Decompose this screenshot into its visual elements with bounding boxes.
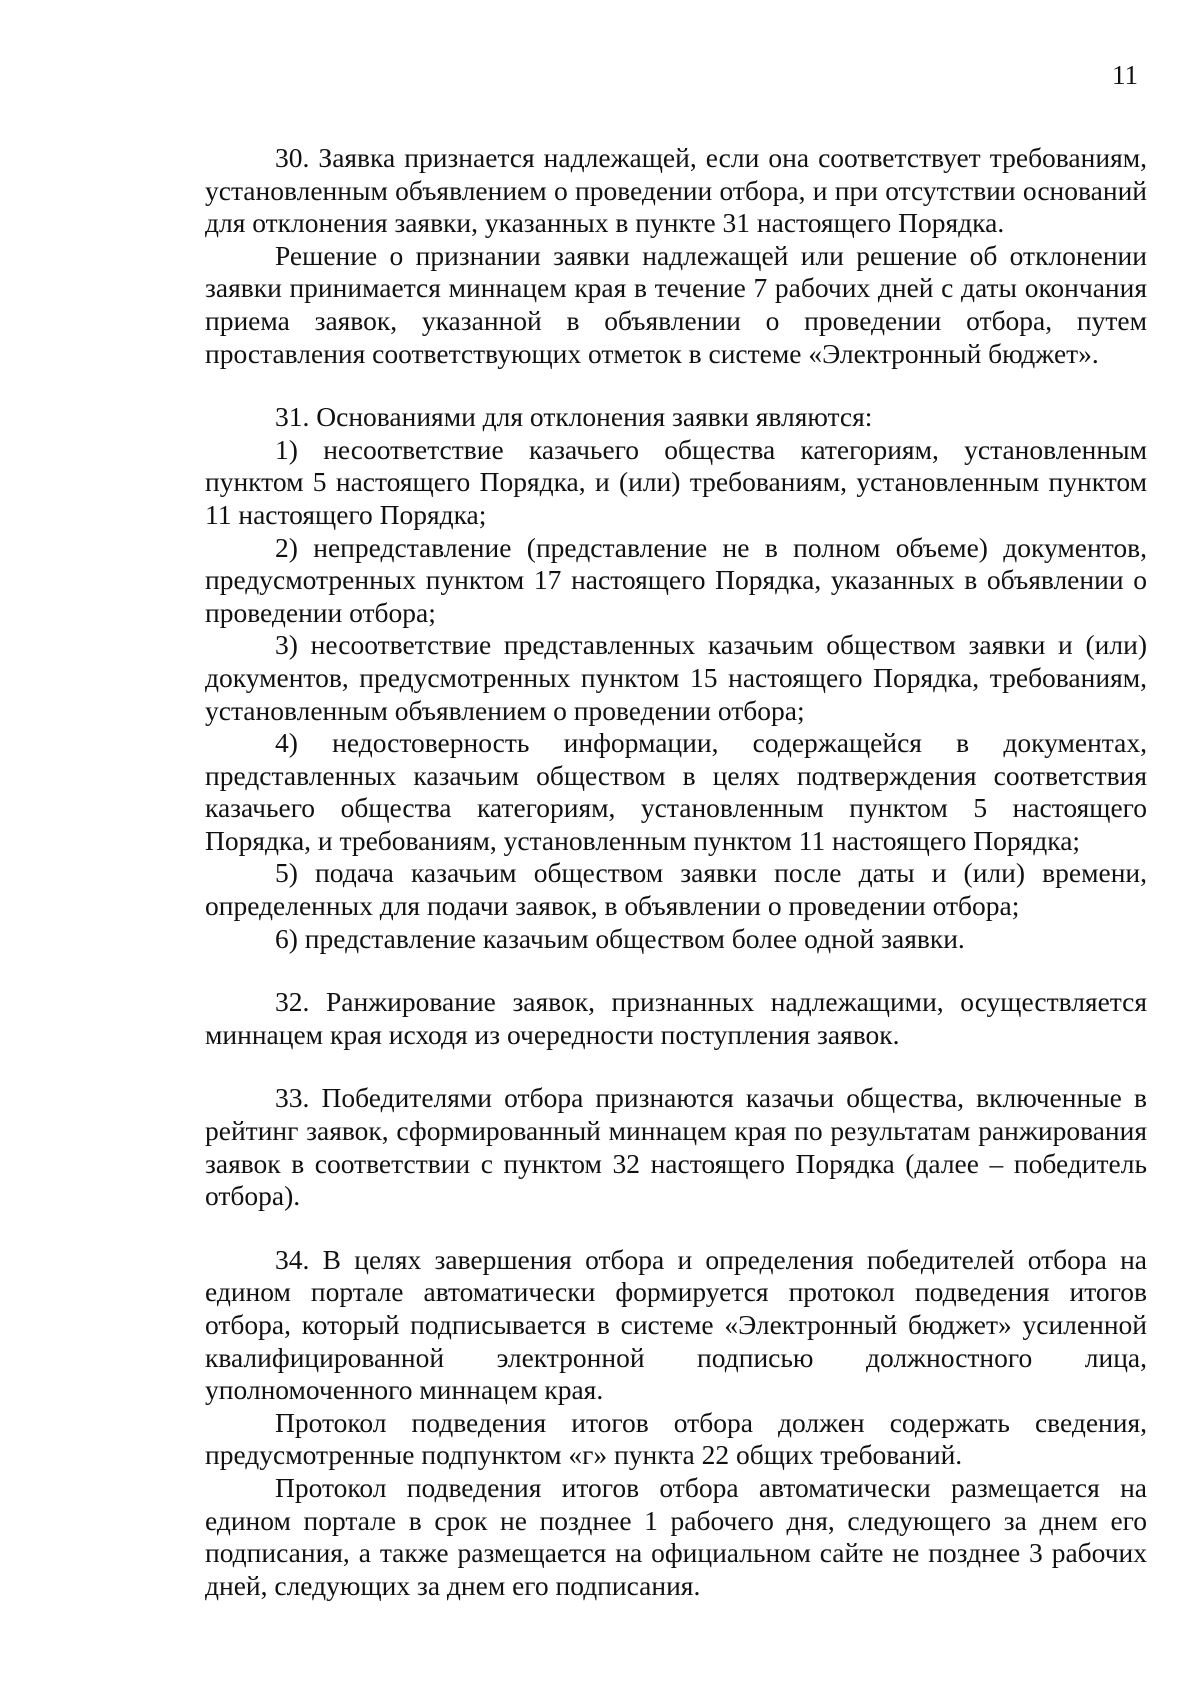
paragraph-31-item-4: 4) недостоверность информации, содержащейся в документах, представленных казачьим обществом в целях подтверждения соответствия казачьего общества категориям, установленным пунктом 5 настоящего Порядка, и требованиям, установленным пунктом 11 настоящего Порядка; — [205, 727, 1147, 856]
paragraph-31: 31. Основаниями для отклонения заявки являются: — [275, 401, 873, 433]
paragraph-31-item-3: 3) несоответствие представленных казачьим обществом заявки и (или) документов, предусмотренных пунктом 15 настоящего Порядка, требованиям, установленным объявлением о проведении отбора; — [205, 629, 1147, 726]
document-body — [205, 142, 1147, 1602]
paragraph-34: 34. В целях завершения отбора и определения победителей отбора на едином портале автоматически формируется протокол подведения итогов отбора, который подписывается в системе «Электронный бюджет» усиленной квалифицированной электронной подписью должностного лица, уполномоченного миннацем края. — [205, 1243, 1147, 1406]
paragraph-31-item-5: 5) подача казачьим обществом заявки после даты и (или) времени, определенных для подачи заявок, в объявлении о проведении отбора; — [205, 857, 1147, 922]
paragraph-32: 32. Ранжирование заявок, признанных надлежащими, осуществляется миннацем края исходя из очередности поступления заявок. — [205, 986, 1147, 1050]
paragraph-34-protocol-content: Протокол подведения итогов отбора должен содержать сведения, предусмотренные подпунктом «г» пункта 22 общих требований. — [205, 1406, 1147, 1471]
paragraph-31-item-2: 2) непредставление (представление не в полном объеме) документов, предусмотренных пунктом 17 настоящего Порядка, указанных в объявлении о проведении отбора; — [205, 531, 1147, 628]
paragraph-31-item-1: 1) несоответствие казачьего общества категориям, установленным пунктом 5 настоящего Порядка, и (или) требованиям, установленным пунктом 11 настоящего Порядка; — [205, 433, 1147, 530]
paragraph-30-decision: Решение о признании заявки надлежащей или решение об отклонении заявки принимается миннацем края в течение 7 рабочих дней с даты окончания приема заявок, указанной в объявлении о проведении отбора, путем проставления соответствующих отметок в системе «Электронный бюджет». — [205, 239, 1147, 369]
paragraph-30: 30. Заявка признается надлежащей, если она соответствует требованиям, установленным объявлением о проведении отбора, и при отсутствии оснований для отклонения заявки, указанных в пункте 31 настоящего Порядка. — [205, 142, 1147, 239]
paragraph-33: 33. Победителями отбора признаются казачьи общества, включенные в рейтинг заявок, сформированный миннацем края по результатам ранжирования заявок в соответствии с пунктом 32 настоящего Порядка (далее – победитель отбора). — [205, 1082, 1147, 1212]
paragraph-34-protocol-placement: Протокол подведения итогов отбора автоматически размещается на едином портале в срок не позднее 1 рабочего дня, следующего за днем его подписания, а также размещается на официальном сайте не позднее 3 рабочих дней, следующих за днем его подписания. — [205, 1471, 1147, 1601]
page-number: 11 — [1112, 60, 1138, 90]
paragraph-31-item-6: 6) представление казачьим обществом более одной заявки. — [275, 922, 965, 954]
